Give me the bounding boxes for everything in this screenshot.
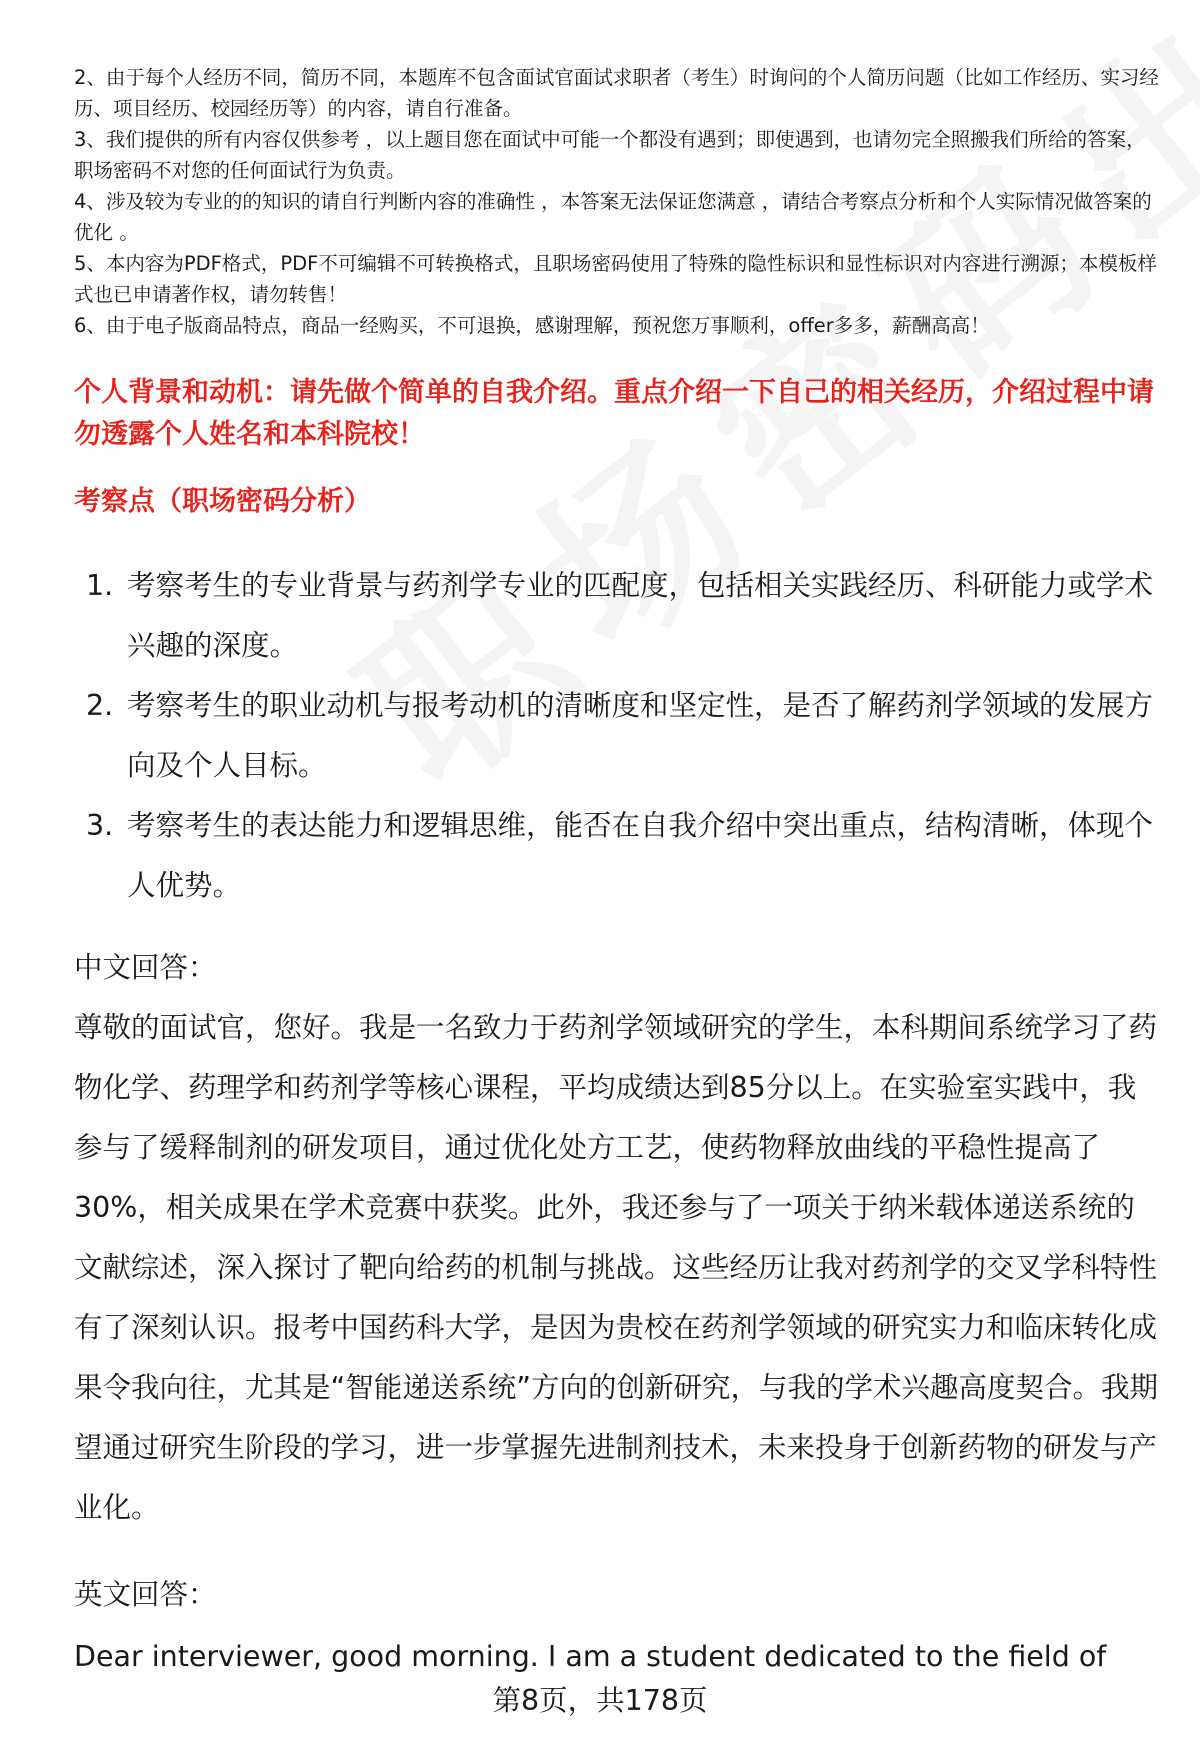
page-number: 第8页，共178页 [492,1684,708,1717]
notice-item: 2、由于每个人经历不同，简历不同，本题库不包含面试官面试求职者（考生）时询问的个人简历问题（比如工作经历、实习经历、项目经历、校园经历等）的内容，请自行准备。 [74,66,1159,120]
notice-item: 3、我们提供的所有内容仅供参考 ，以上题目您在面试中可能一个都没有遇到；即使遇到，也请勿完全照搬我们所给的答案，职场密码不对您的任何面试行为负责。 [74,128,1146,182]
section-title: 考察点（职场密码分析） [74,486,371,517]
english-answer: Dear interviewer, good morning. I am a student dedicated to the field of [74,1640,1107,1673]
notice-item: 5、本内容为PDF格式，PDF不可编辑不可转换格式，且职场密码使用了特殊的隐性标识和显性标识对内容进行溯源；本模板样式也已申请著作权，请勿转售！ [74,252,1157,306]
notice-list [74,62,1159,341]
notice-item: 4、涉及较为专业的的知识的请自行判断内容的准确性 ，本答案无法保证您满意 ，请结合考察点分析和个人实际情况做答案的优化 。 [74,190,1152,244]
assessment-point [74,796,1159,916]
point-number: 1. [86,569,114,602]
assessment-point [74,556,1159,676]
assessment-point [74,676,1159,796]
notice-item: 6、由于电子版商品特点，商品一经购买，不可退换，感谢理解，预祝您万事顺利，offer多多，薪酬高高！ [74,314,990,337]
point-text: 考察考生的表达能力和逻辑思维，能否在自我介绍中突出重点，结构清晰，体现个人优势。 [127,809,1154,902]
assessment-points [74,556,1159,916]
chinese-answer-label: 中文回答： [74,951,217,984]
point-text: 考察考生的职业动机与报考动机的清晰度和坚定性，是否了解药剂学领域的发展方向及个人目标。 [127,689,1154,782]
point-number: 3. [86,809,114,842]
interview-question: 个人背景和动机：请先做个简单的自我介绍。重点介绍一下自己的相关经历，介绍过程中请勿透露个人姓名和本科院校！ [74,377,1154,450]
point-number: 2. [86,689,114,722]
point-text: 考察考生的专业背景与药剂学专业的匹配度，包括相关实践经历、科研能力或学术兴趣的深度。 [127,569,1154,662]
chinese-answer: 尊敬的面试官，您好。我是一名致力于药剂学领域研究的学生，本科期间系统学习了药物化学、药理学和药剂学等核心课程，平均成绩达到85分以上。在实验室实践中，我参与了缓释制剂的研发项目，通过优化处方工艺，使药物释放曲线的平稳性提高了30%，相关成果在学术竞赛中获奖。此外，我还参与了一项关于纳米载体递送系统的文献综述，深入探讨了靶向给药的机制与挑战。这些经历让我对药剂学的交叉学科特性有了深刻认识。报考中国药科大学，是因为贵校在药剂学领域的研究实力和临床转化成果令我向往，尤其是“智能递送系统”方向的创新研究，与我的学术兴趣高度契合。我期望通过研究生阶段的学习，进一步掌握先进制剂技术，未来投身于创新药物的研发与产业化。 [74,1011,1159,1524]
english-answer-label: 英文回答： [74,1578,217,1611]
